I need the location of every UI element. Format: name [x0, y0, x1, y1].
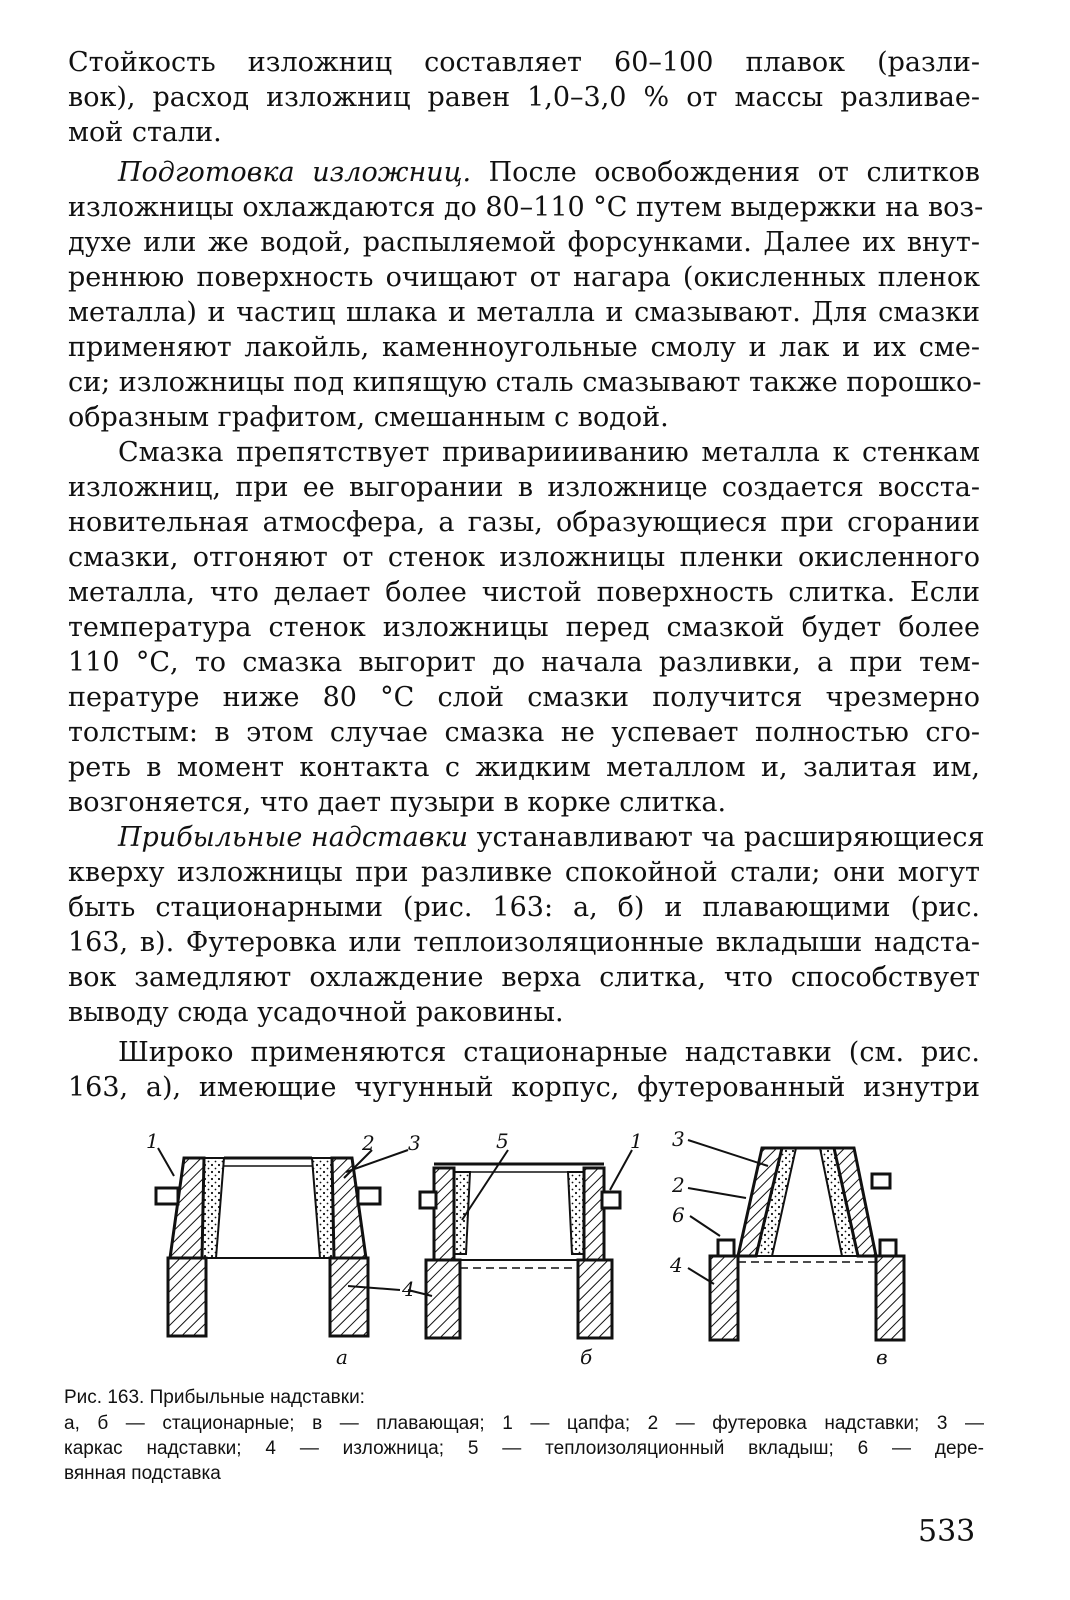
text-line: 163, а), имеющие чугунный корпус, футерованный изнутри — [68, 1072, 980, 1103]
callout-6: 6 — [672, 1203, 685, 1227]
callout-1: 1 — [630, 1129, 643, 1153]
text-line: новительная атмосфера, а газы, образующиеся при сгорании — [68, 507, 980, 538]
callout-4: 4 — [402, 1277, 415, 1301]
figure-caption-title: Рис. 163. Прибыльные надставки: — [64, 1387, 365, 1408]
text-line: духе или же водой, распыляемой форсунками. Далее их внут- — [68, 227, 980, 258]
subfigure-c — [669, 1128, 904, 1368]
text-line: пературе ниже 80 °С слой смазки получится чрезмерно — [68, 682, 980, 713]
figure-163-drawing — [140, 1128, 920, 1368]
text-line: 163, в). Футеровка или теплоизоляционные вкладыши надста- — [68, 927, 980, 958]
subfigure-a — [146, 1129, 421, 1368]
mould-wall-right — [876, 1256, 904, 1340]
paragraph-heading: Прибыльные надставки — [118, 822, 468, 853]
text-line: 110 °С, то смазка выгорит до начала разливки, а при тем- — [68, 647, 980, 678]
paragraph-lead-line — [118, 155, 980, 190]
figure-caption-line: каркас надставки; 4 — изложница; 5 — теплоизоляционный вкладыш; 6 — дере- — [64, 1438, 984, 1459]
hot-top-casing-left — [434, 1168, 454, 1260]
hot-top-lining-left — [202, 1158, 224, 1258]
wooden-stand-left — [718, 1240, 734, 1256]
text-line: кверху изложницы при разливке спокойной стали; они могут — [68, 857, 980, 888]
callout-3: 3 — [672, 1128, 685, 1151]
text-line: образным графитом, смешанным с водой. — [68, 402, 669, 433]
callout-5: 5 — [496, 1129, 509, 1153]
paragraph-heading: Подготовка изложниц. — [118, 157, 472, 188]
hot-top-casing-right — [584, 1168, 604, 1260]
trunnion-right — [358, 1188, 380, 1204]
text-line: металла) и частиц шлака и металла и смазывают. Для смазки — [68, 297, 980, 328]
trunnion-right — [872, 1174, 890, 1188]
text-line: смазки, отгоняют от стенок изложницы пленки окисленного — [68, 542, 980, 573]
wooden-stand-right — [880, 1240, 896, 1256]
figure-caption-line: а, б — стационарные; в — плавающая; 1 — цапфа; 2 — футеровка надставки; 3 — — [64, 1413, 984, 1434]
callout-3: 3 — [408, 1131, 421, 1155]
trunnion-left — [420, 1192, 436, 1208]
callout-2: 2 — [362, 1131, 375, 1155]
text-line: температура стенок изложницы перед смазкой будет более — [68, 612, 980, 643]
text-line: быть стационарными (рис. 163: а, б) и плавающими (рис. — [68, 892, 980, 923]
hot-top-casing-left — [170, 1158, 204, 1258]
callout-1: 1 — [146, 1129, 159, 1153]
text-line: изложницы охлаждаются до 80–110 °С путем выдержки на воз- — [68, 192, 984, 223]
callout-2: 2 — [672, 1173, 685, 1197]
text-line: си; изложницы под кипящую сталь смазывают также порошко- — [68, 367, 982, 398]
mould-wall-left — [168, 1258, 206, 1336]
text-line: применяют лакойль, каменноугольные смолу и лак и их сме- — [68, 332, 980, 363]
paragraph-lead-line — [118, 820, 985, 855]
subfigure-label-b: б — [580, 1345, 593, 1368]
text-line: мой стали. — [68, 117, 222, 148]
text-run: После освобождения от слитков — [488, 157, 980, 188]
text-line: вок), расход изложниц равен 1,0–3,0 % от массы разливае- — [68, 82, 980, 113]
mould-wall-left — [426, 1260, 460, 1338]
trunnion-right — [602, 1192, 620, 1208]
page-number: 533 — [918, 1514, 976, 1549]
text-line: Смазка препятствует привариииванию металла к стенкам — [118, 437, 980, 468]
text-line: металла, что делает более чистой поверхность слитка. Если — [68, 577, 980, 608]
text-line: реть в момент контакта с жидким металлом и, залитая им, — [68, 752, 980, 783]
subfigure-label-c: в — [876, 1345, 888, 1368]
trunnion-left — [156, 1188, 178, 1204]
callout-4: 4 — [670, 1253, 683, 1277]
text-line: толстым: в этом случае смазка не успевает полностью сго- — [68, 717, 980, 748]
figure-caption-line: вянная подставка — [64, 1463, 221, 1484]
text-line: Стойкость изложниц составляет 60–100 плавок (разли- — [68, 47, 980, 78]
mould-wall-right — [330, 1258, 368, 1336]
insulating-insert-right — [568, 1172, 584, 1254]
subfigure-label-a: а — [336, 1345, 348, 1368]
text-line: вок замедляют охлаждение верха слитка, что способствует — [68, 962, 980, 993]
mould-wall-right — [578, 1260, 612, 1338]
text-line: выводу сюда усадочной раковины. — [68, 997, 564, 1028]
hot-top-lining-right — [312, 1158, 334, 1258]
text-line: возгоняется, что дает пузыри в корке слитка. — [68, 787, 727, 818]
text-line: реннюю поверхность очищают от нагара (окисленных пленок — [68, 262, 980, 293]
text-line: Широко применяются стационарные надставки (см. рис. — [118, 1037, 980, 1068]
text-run: устанавливают ча расширяющиеся — [476, 822, 985, 853]
subfigure-b — [408, 1129, 643, 1368]
text-line: изложниц, при ее выгорании в изложнице создается восста- — [68, 472, 980, 503]
mould-wall-left — [710, 1256, 738, 1340]
